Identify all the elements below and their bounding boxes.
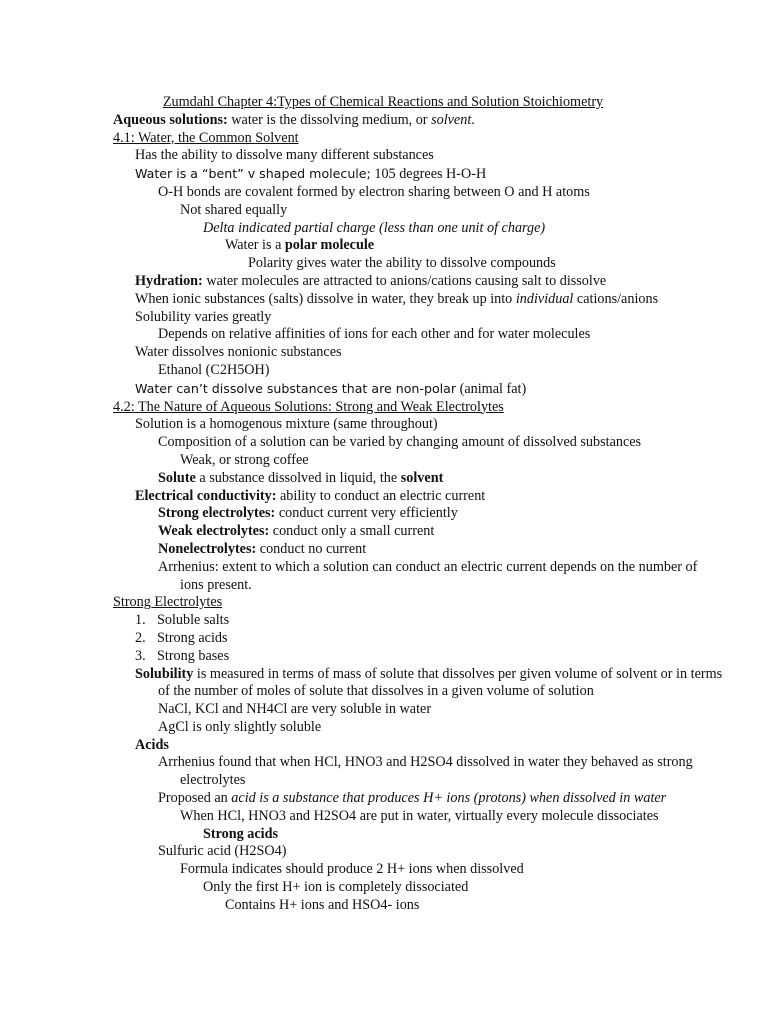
list-item (113, 612, 723, 630)
bent-molecule-text: Water is a “bent” v shaped molecule; (135, 166, 371, 182)
list-text: Strong acids (157, 629, 228, 646)
text-line: Solution is a homogenous mixture (same throughout) (135, 416, 438, 433)
solute-text: a substance dissolved in liquid, the (195, 469, 401, 486)
text-line: Ethanol (C2H5OH) (158, 361, 270, 378)
text-line (113, 488, 723, 506)
term-nonelectrolytes: Nonelectrolytes: (158, 540, 257, 557)
acids-heading: Acids (135, 736, 169, 753)
conductivity-text: ability to conduct an electric current (276, 487, 486, 504)
text-line: Composition of a solution can be varied by changing amount of dissolved substances (158, 434, 642, 451)
list-number: 2. (135, 629, 146, 646)
term-solubility: Solubility (135, 665, 194, 682)
section-4-2-heading: 4.2: The Nature of Aqueous Solutions: Strong and Weak Electrolytes (113, 398, 504, 415)
term-solvent: solvent (400, 469, 444, 486)
term-aqueous: Aqueous solutions: (113, 111, 228, 128)
document-body (113, 94, 723, 915)
strong-acids-label: Strong acids (203, 825, 279, 842)
ionic-post: cations/anions (573, 290, 659, 307)
polar-pre: Water is a (225, 237, 285, 254)
text-line (113, 505, 723, 523)
term-polar-molecule: polar molecule (284, 237, 375, 254)
text-line (113, 237, 723, 255)
text-line: Not shared equally (180, 201, 288, 218)
text-line (113, 291, 723, 309)
list-item (113, 630, 723, 648)
hydration-definition (113, 273, 723, 291)
solubility-definition (113, 666, 723, 702)
text-line (113, 380, 723, 399)
text-line: When HCl, HNO3 and H2SO4 are put in water, virtually every molecule dissociates (180, 807, 659, 824)
weak-electrolytes-text: conduct only a small current (269, 523, 435, 540)
nonpolar-text: Water can’t dissolve substances that are non-polar (135, 380, 457, 396)
arrhenius-extent: Arrhenius: extent to which a solution can conduct an electric current depends on the number of ions present. (158, 558, 698, 593)
term-weak-electrolytes: Weak electrolytes: (158, 523, 270, 540)
text-line: Depends on relative affinities of ions for each other and for water molecules (158, 326, 591, 343)
list-number: 3. (135, 647, 146, 664)
text-line: Solubility varies greatly (135, 308, 272, 325)
text-line (113, 523, 723, 541)
term-hydration: Hydration: (135, 272, 203, 289)
aqueous-solvent: solvent (431, 111, 472, 128)
term-strong-electrolytes: Strong electrolytes: (158, 505, 276, 522)
text-line: NaCl, KCl and NH4Cl are very soluble in water (158, 701, 432, 718)
text-line (113, 470, 723, 488)
text-line (113, 541, 723, 559)
aqueous-text: water is the dissolving medium, or (227, 111, 432, 128)
text-line (113, 165, 723, 184)
section-4-1-heading: 4.1: Water, the Common Solvent (113, 129, 299, 146)
nonelectrolytes-text: conduct no current (256, 540, 367, 557)
document-title: Zumdahl Chapter 4:Types of Chemical Reactions and Solution Stoichiometry (162, 94, 604, 110)
term-solute: Solute (158, 469, 196, 486)
strong-electrolytes-heading: Strong Electrolytes (113, 594, 223, 611)
text-line: Delta indicated partial charge (less than one unit of charge) (203, 219, 546, 236)
hydration-text: water molecules are attracted to anions/cations causing salt to dissolve (202, 272, 607, 289)
text-line: O-H bonds are covalent formed by electron sharing between O and H atoms (158, 183, 590, 200)
text-line: Weak, or strong coffee (180, 451, 309, 468)
list-text: Soluble salts (157, 612, 230, 629)
ionic-pre: When ionic substances (salts) dissolve in water, they break up into (135, 290, 516, 307)
ionic-individual: individual (515, 290, 574, 307)
text-line: Contains H+ ions and HSO4- ions (225, 896, 420, 913)
text-line: Polarity gives water the ability to dissolve compounds (248, 255, 556, 272)
text-line: Sulfuric acid (H2SO4) (158, 843, 287, 860)
arrhenius-found: Arrhenius found that when HCl, HNO3 and H2SO4 dissolved in water they behaved as strong electrolytes (158, 754, 693, 789)
aqueous-definition (113, 112, 723, 130)
list-item (113, 648, 723, 666)
bent-molecule-rest: 105 degrees H-O-H (370, 166, 487, 183)
acid-definition: acid is a substance that produces H+ ions (protons) when dissolved in water (231, 790, 667, 807)
term-conductivity: Electrical conductivity: (135, 487, 277, 504)
solubility-text: is measured in terms of mass of solute that dissolves per given volume of solvent or in terms of the number of moles of solute that dissolves in a given volume of solution (158, 665, 723, 700)
text-line: Only the first H+ ion is completely dissociated (203, 879, 469, 896)
list-number: 1. (135, 612, 146, 629)
proposed-pre: Proposed an (158, 790, 232, 807)
text-line: Formula indicates should produce 2 H+ ions when dissolved (180, 861, 524, 878)
text-line: Has the ability to dissolve many different substances (135, 147, 434, 164)
strong-electrolytes-text: conduct current very efficiently (275, 505, 458, 522)
text-line: Water dissolves nonionic substances (135, 344, 342, 361)
text-line: AgCl is only slightly soluble (158, 718, 322, 735)
nonpolar-rest: (animal fat) (456, 380, 527, 397)
text-line (113, 790, 723, 808)
aqueous-end: . (471, 111, 475, 128)
list-text: Strong bases (157, 647, 230, 664)
